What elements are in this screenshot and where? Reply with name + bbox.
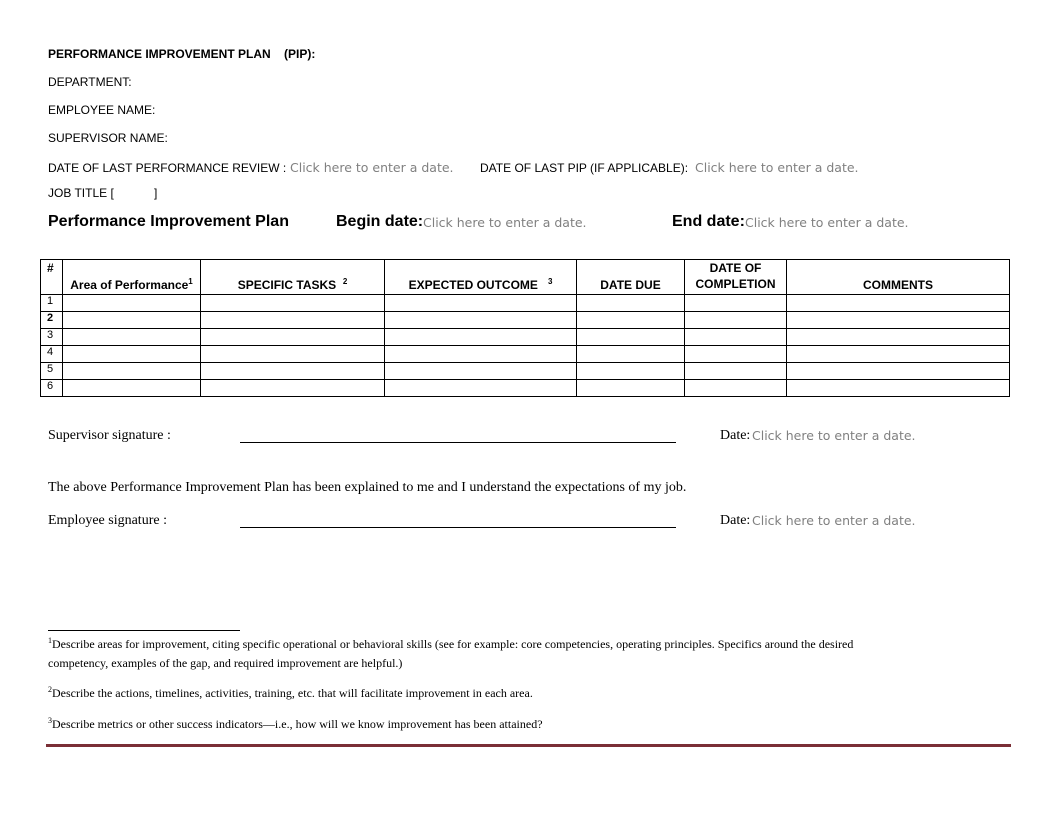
- cell-area[interactable]: [63, 363, 201, 380]
- cell-outcome[interactable]: [385, 380, 577, 397]
- col-comments: COMMENTS: [787, 260, 1010, 295]
- col-expected-outcome: EXPECTED OUTCOME $^3$: [385, 260, 577, 295]
- cell-completion[interactable]: [685, 329, 787, 346]
- cell-area[interactable]: [63, 346, 201, 363]
- table-header-row: [41, 260, 1010, 295]
- cell-comments[interactable]: [787, 363, 1010, 380]
- footnote-ref: 1: [188, 277, 193, 286]
- cell-comments[interactable]: [787, 380, 1010, 397]
- cell-area[interactable]: [63, 329, 201, 346]
- supervisor-signature-label: Supervisor signature :: [48, 428, 171, 443]
- employee-signature-line[interactable]: [240, 527, 676, 528]
- col-number: #: [41, 260, 63, 295]
- job-title-field[interactable]: [118, 186, 152, 200]
- footnote-mark: 3: [48, 716, 52, 725]
- end-date-label: End date:: [672, 213, 745, 230]
- page-bottom-border: [46, 744, 1011, 747]
- table-row: [41, 346, 1010, 363]
- footnote-2: $^2$Describe the actions, timelines, activities, training, etc. that will facilitate improvement in each area.: [48, 685, 533, 700]
- acknowledgement-text: The above Performance Improvement Plan has been explained to me and I understand the expectations of my job.: [48, 480, 687, 495]
- cell-comments[interactable]: [787, 329, 1010, 346]
- cell-area[interactable]: [63, 380, 201, 397]
- last-review-label: DATE OF LAST PERFORMANCE REVIEW :: [48, 161, 287, 175]
- cell-tasks[interactable]: [201, 363, 385, 380]
- supervisor-signature-line[interactable]: [240, 442, 676, 443]
- plan-table: [40, 259, 1010, 397]
- footnote-3: $^3$Describe metrics or other success indicators—i.e., how will we know improvement has been attained?: [48, 716, 543, 731]
- table-row: [41, 295, 1010, 312]
- cell-tasks[interactable]: [201, 295, 385, 312]
- last-pip-date-field[interactable]: Click here to enter a date.: [695, 160, 859, 175]
- row-number: 5: [41, 363, 63, 380]
- table-row: [41, 363, 1010, 380]
- footnote-ref: 2: [342, 277, 348, 286]
- cell-comments[interactable]: [787, 312, 1010, 329]
- job-title-label: JOB TITLE [: [48, 186, 114, 200]
- cell-completion[interactable]: [685, 380, 787, 397]
- col-area-of-performance: Area of Performance$^1$: [63, 260, 201, 295]
- cell-area[interactable]: [63, 312, 201, 329]
- cell-comments[interactable]: [787, 295, 1010, 312]
- end-date-field[interactable]: Click here to enter a date.: [745, 215, 909, 230]
- job-title-close: ]: [154, 186, 158, 200]
- row-number: 2: [41, 312, 63, 329]
- supervisor-name-label: SUPERVISOR NAME:: [48, 131, 168, 145]
- footnote-mark: 1: [48, 636, 52, 645]
- col-specific-tasks: SPECIFIC TASKS $^2$: [201, 260, 385, 295]
- cell-date-due[interactable]: [577, 346, 685, 363]
- employee-name-label: EMPLOYEE NAME:: [48, 103, 156, 117]
- cell-outcome[interactable]: [385, 329, 577, 346]
- cell-date-due[interactable]: [577, 329, 685, 346]
- cell-date-due[interactable]: [577, 312, 685, 329]
- last-pip-label: DATE OF LAST PIP (IF APPLICABLE):: [480, 161, 689, 175]
- col-date-due: DATE DUE: [577, 260, 685, 295]
- supervisor-date-label: Date:: [720, 428, 751, 443]
- table-row: [41, 329, 1010, 346]
- row-number: 4: [41, 346, 63, 363]
- cell-completion[interactable]: [685, 295, 787, 312]
- form-title: PERFORMANCE IMPROVEMENT PLAN (PIP):: [48, 47, 316, 61]
- cell-tasks[interactable]: [201, 312, 385, 329]
- row-number: 6: [41, 380, 63, 397]
- cell-date-due[interactable]: [577, 380, 685, 397]
- plan-title: Performance Improvement Plan: [48, 213, 289, 230]
- cell-completion[interactable]: [685, 312, 787, 329]
- table-row: [41, 380, 1010, 397]
- cell-area[interactable]: [63, 295, 201, 312]
- col-date-of-completion: DATE OF COMPLETION: [685, 260, 787, 295]
- cell-outcome[interactable]: [385, 295, 577, 312]
- table-row: [41, 312, 1010, 329]
- cell-outcome[interactable]: [385, 363, 577, 380]
- employee-date-field[interactable]: Click here to enter a date.: [752, 513, 916, 528]
- cell-completion[interactable]: [685, 363, 787, 380]
- employee-signature-label: Employee signature :: [48, 513, 167, 528]
- cell-outcome[interactable]: [385, 346, 577, 363]
- last-review-date-field[interactable]: Click here to enter a date.: [290, 160, 454, 175]
- begin-date-field[interactable]: Click here to enter a date.: [423, 215, 587, 230]
- cell-comments[interactable]: [787, 346, 1010, 363]
- cell-tasks[interactable]: [201, 380, 385, 397]
- cell-tasks[interactable]: [201, 329, 385, 346]
- supervisor-date-field[interactable]: Click here to enter a date.: [752, 428, 916, 443]
- cell-outcome[interactable]: [385, 312, 577, 329]
- department-label: DEPARTMENT:: [48, 75, 132, 89]
- cell-date-due[interactable]: [577, 295, 685, 312]
- cell-tasks[interactable]: [201, 346, 385, 363]
- footnote-1-continued: competency, examples of the gap, and required improvement are helpful.): [48, 656, 403, 670]
- row-number: 1: [41, 295, 63, 312]
- cell-date-due[interactable]: [577, 363, 685, 380]
- begin-date-label: Begin date:: [336, 213, 424, 230]
- footnote-divider: [48, 630, 240, 631]
- footnote-mark: 2: [48, 685, 52, 694]
- employee-date-label: Date:: [720, 513, 751, 528]
- footnote-1: $^1$Describe areas for improvement, citing specific operational or behavioral skills (see for example: core competencies, operating principles. Specifics around the desired: [48, 636, 854, 651]
- cell-completion[interactable]: [685, 346, 787, 363]
- footnote-ref: 3: [547, 277, 553, 286]
- row-number: 3: [41, 329, 63, 346]
